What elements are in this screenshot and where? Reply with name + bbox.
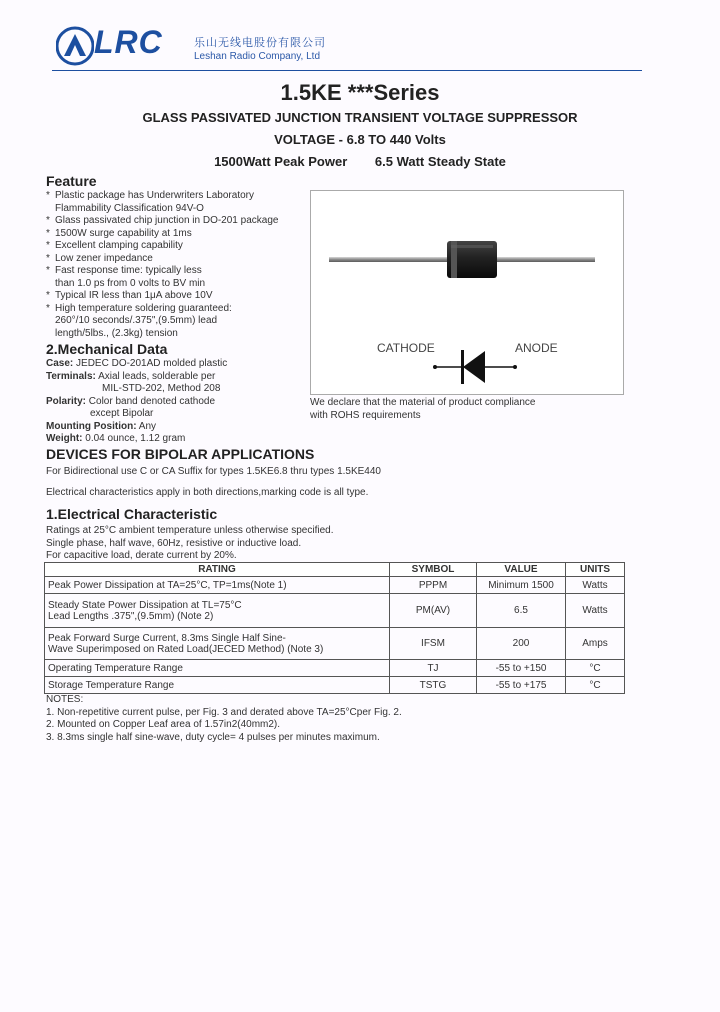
feature-item: * High temperature soldering guaranteed: 260°/10 seconds/.375",(9.5mm) lead length/5lbs., (2.3kg) tension xyxy=(46,302,232,339)
feature-item: * Fast response time: typically less than 1.0 ps from 0 volts to BV min xyxy=(46,265,206,289)
mechanical-case: Case: JEDEC DO-201AD molded plastic xyxy=(46,358,228,369)
series-title: 1.5KE ***Series xyxy=(280,80,440,105)
note-item: 3. 8.3ms single half sine-wave, duty cycle= 4 pulses per minutes maximum. xyxy=(46,731,380,743)
rohs-declaration: We declare that the material of product compliance with ROHS requirements xyxy=(310,397,536,421)
header-units: UNITS xyxy=(566,563,625,577)
header-divider xyxy=(52,70,642,71)
mechanical-mounting: Mounting Position: Any xyxy=(46,421,157,432)
note-item: 1. Non-repetitive current pulse, per Fig. 3 and derated above TA=25°Cper Fig. 2. xyxy=(46,706,402,718)
value-cell: -55 to +150 xyxy=(477,660,566,677)
header-rating: RATING xyxy=(45,563,390,577)
feature-item: * Plastic package has Underwriters Laboratory Flammability Classification 94V-O xyxy=(46,190,254,214)
anode-label: ANODE xyxy=(515,341,558,355)
peak-power: 1500Watt Peak Power xyxy=(214,154,348,169)
value-cell: 6.5 xyxy=(477,594,566,628)
diode-diagram xyxy=(310,190,624,395)
logo-text: LRC xyxy=(94,24,163,60)
bipolar-suffix-note: For Bidirectional use C or CA Suffix for types 1.5KE6.8 thru types 1.5KE440 xyxy=(46,466,381,477)
feature-item: * Typical IR less than 1μA above 10V xyxy=(46,290,213,301)
feature-item: * 1500W surge capability at 1ms xyxy=(46,227,192,239)
units-cell: Watts xyxy=(566,577,625,594)
header-value: VALUE xyxy=(477,563,566,577)
header-symbol: SYMBOL xyxy=(390,563,477,577)
ratings-table xyxy=(44,562,625,694)
diode-symbol-icon xyxy=(463,351,485,383)
value-cell: Minimum 1500 xyxy=(477,577,566,594)
mechanical-heading: 2.Mechanical Data xyxy=(46,341,168,357)
bipolar-heading: DEVICES FOR BIPOLAR APPLICATIONS xyxy=(46,446,315,462)
value-cell: -55 to +175 xyxy=(477,677,566,694)
table-row xyxy=(45,577,625,594)
table-row xyxy=(45,677,625,694)
units-cell: °C xyxy=(566,677,625,694)
feature-item: * Excellent clamping capability xyxy=(46,240,183,251)
table-row xyxy=(45,594,625,628)
symbol-cell: PPPM xyxy=(390,577,477,594)
electrical-heading: 1.Electrical Characteristic xyxy=(46,506,218,522)
feature-item: * Low zener impedance xyxy=(46,252,153,264)
table-row xyxy=(45,660,625,677)
company-name-chinese: 乐山无线电股份有限公司 xyxy=(194,37,326,49)
rating-cell: Storage Temperature Range xyxy=(45,677,390,694)
electrical-conditions: Ratings at 25°C ambient temperature unless otherwise specified. Single phase, half wave, 60Hz, resistive or inductive load. For capacitive load, derate current by 20%. xyxy=(46,525,334,561)
table-row xyxy=(45,628,625,660)
units-cell: Amps xyxy=(566,628,625,660)
units-cell: Watts xyxy=(566,594,625,628)
mechanical-polarity-bipolar: except Bipolar xyxy=(90,408,154,419)
lrc-logo-icon xyxy=(56,26,94,66)
company-logo xyxy=(52,24,352,70)
voltage-range: VOLTAGE - 6.8 TO 440 Volts xyxy=(274,132,446,147)
note-item: 2. Mounted on Copper Leaf area of 1.57in2(40mm2). xyxy=(46,719,281,730)
feature-item: * Glass passivated chip junction in DO-201 package xyxy=(46,215,279,226)
symbol-cell: PM(AV) xyxy=(390,594,477,628)
rating-cell: Operating Temperature Range xyxy=(45,660,390,677)
notes xyxy=(46,694,402,744)
symbol-cell: TJ xyxy=(390,660,477,677)
bipolar-marking-note: Electrical characteristics apply in both directions,marking code is all type. xyxy=(46,487,369,498)
feature-heading: Feature xyxy=(46,173,97,189)
rating-cell: Peak Forward Surge Current, 8.3ms Single Half Sine- Wave Superimposed on Rated Load(JECED Method) (Note 3) xyxy=(45,628,390,660)
mechanical-polarity: Polarity: Color band denoted cathode xyxy=(46,396,216,407)
steady-state-power: 6.5 Watt Steady State xyxy=(374,154,506,169)
rating-cell: Steady State Power Dissipation at TL=75°C Lead Lengths .375",(9.5mm) (Note 2) xyxy=(45,594,390,628)
mechanical-weight: Weight: 0.04 ounce, 1.12 gram xyxy=(46,433,186,444)
notes-heading: NOTES: xyxy=(46,694,84,705)
mechanical-terminals-method: MIL-STD-202, Method 208 xyxy=(102,383,221,394)
product-subtitle: GLASS PASSIVATED JUNCTION TRANSIENT VOLTAGE SUPPRESSOR xyxy=(142,110,578,125)
rating-cell: Peak Power Dissipation at TA=25°C, TP=1ms(Note 1) xyxy=(45,577,390,594)
mechanical-terminals: Terminals: Axial leads, solderable per xyxy=(46,371,216,382)
diode-package-illustration xyxy=(311,191,623,394)
power-ratings xyxy=(0,154,720,169)
symbol-cell: IFSM xyxy=(390,628,477,660)
value-cell: 200 xyxy=(477,628,566,660)
cathode-label: CATHODE xyxy=(377,341,435,355)
table-header-row xyxy=(45,563,625,577)
company-name-english: Leshan Radio Company, Ltd xyxy=(194,51,321,62)
symbol-cell: TSTG xyxy=(390,677,477,694)
feature-list xyxy=(46,190,306,340)
units-cell: °C xyxy=(566,660,625,677)
